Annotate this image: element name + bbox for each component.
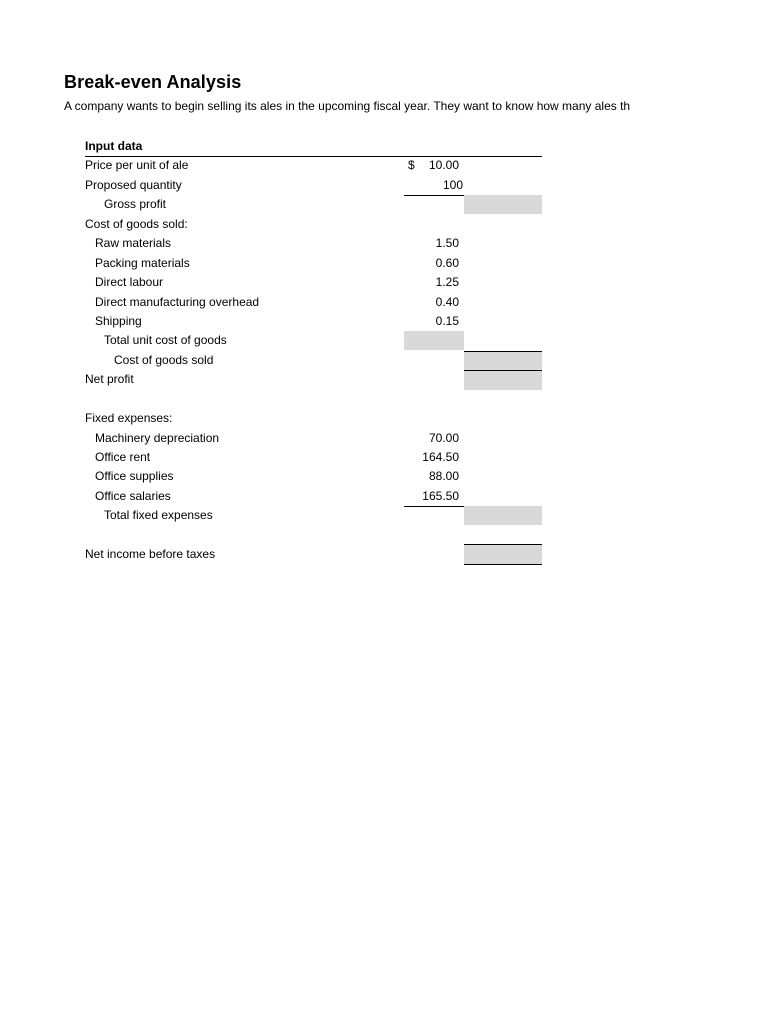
cogs-item-value[interactable]: 0.15 (435, 314, 459, 328)
net-income-label: Net income before taxes (85, 546, 216, 561)
cogs-item-row[interactable] (0, 254, 768, 274)
cogs-header-row (0, 215, 768, 235)
total-fixed-row[interactable] (0, 506, 768, 526)
cogs-item-label: Shipping (95, 314, 142, 328)
cogs-header: Cost of goods sold: (85, 216, 188, 231)
fixed-item-row[interactable] (0, 487, 768, 507)
currency-symbol: $ (408, 158, 415, 172)
cost-of-goods-sold-cell[interactable] (464, 352, 542, 370)
fixed-item-value[interactable]: 70.00 (428, 430, 459, 445)
total-fixed-cell[interactable] (464, 506, 542, 525)
net-profit-label: Net profit (85, 372, 134, 386)
net-income-cell[interactable] (464, 545, 542, 564)
fixed-item-row[interactable] (0, 467, 768, 487)
cogs-item-label: Raw materials (95, 236, 172, 250)
page-title: Break-even Analysis (64, 72, 242, 92)
cogs-item-label: Packing materials (95, 255, 190, 270)
fixed-item-label: Office supplies (95, 469, 174, 483)
quantity-label: Proposed quantity (85, 177, 182, 192)
total-unit-cost-row[interactable] (0, 331, 768, 351)
quantity-value[interactable]: 100 (442, 177, 463, 192)
price-row[interactable] (0, 156, 768, 176)
total-fixed-label: Total fixed expenses (104, 508, 213, 522)
total-unit-cost-cell[interactable] (404, 331, 464, 350)
cogs-item-label: Direct manufacturing overhead (95, 294, 260, 309)
gross-profit-cell[interactable] (464, 195, 542, 214)
fixed-item-label: Office rent (95, 449, 151, 464)
cogs-item-value[interactable]: 0.40 (435, 294, 459, 309)
price-value[interactable]: 10.00 (428, 158, 459, 172)
net-income-row[interactable] (0, 545, 768, 565)
cogs-item-row[interactable] (0, 234, 768, 254)
fixed-item-value[interactable]: 164.50 (422, 449, 459, 464)
cogs-item-value[interactable]: 1.25 (435, 275, 459, 289)
cogs-item-row[interactable] (0, 273, 768, 293)
fixed-expenses-header: Fixed expenses: (85, 411, 173, 425)
fixed-item-value[interactable]: 165.50 (422, 488, 459, 503)
input-data-header-row (0, 137, 768, 157)
total-unit-cost-label: Total unit cost of goods (104, 333, 227, 347)
cogs-item-value[interactable]: 1.50 (435, 236, 459, 250)
input-data-header: Input data (85, 139, 143, 153)
net-income-bottomline (464, 564, 542, 565)
fixed-item-label: Office salaries (95, 488, 171, 503)
cogs-item-row[interactable] (0, 312, 768, 332)
gross-profit-row[interactable] (0, 195, 768, 215)
fixed-item-row[interactable] (0, 448, 768, 468)
fixed-item-row[interactable] (0, 429, 768, 449)
cogs-item-value[interactable]: 0.60 (435, 255, 459, 270)
cost-of-goods-sold-label: Cost of goods sold (114, 352, 214, 367)
price-label: Price per unit of ale (85, 158, 189, 172)
quantity-row[interactable] (0, 176, 768, 196)
fixed-item-value[interactable]: 88.00 (428, 469, 459, 483)
net-profit-row[interactable] (0, 370, 768, 390)
gross-profit-label: Gross profit (104, 197, 167, 211)
description-text: A company wants to begin selling its ales in the upcoming fiscal year. They want to know how many ales th (64, 99, 631, 113)
fixed-header-row (0, 409, 768, 429)
net-profit-cell[interactable] (464, 371, 542, 390)
fixed-item-label: Machinery depreciation (95, 430, 220, 445)
cost-of-goods-sold-row[interactable] (0, 351, 768, 371)
cogs-item-row[interactable] (0, 293, 768, 313)
cogs-item-label: Direct labour (95, 275, 164, 289)
